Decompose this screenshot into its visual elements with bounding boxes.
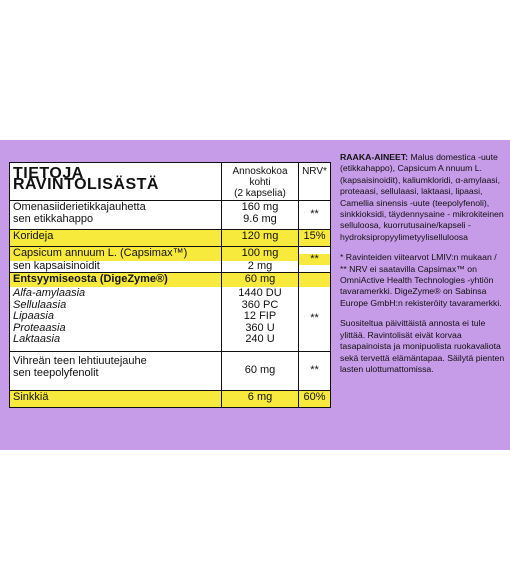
amount-column-header: Annoskokoa kohti (2 kapselia) bbox=[221, 163, 298, 200]
nrv-column-header: NRV* bbox=[298, 163, 330, 200]
nutrition-facts-table bbox=[9, 162, 331, 408]
product-info-text bbox=[340, 152, 505, 384]
table-row: Entsyymiseosta (DigeZyme®) 60 mg bbox=[10, 272, 330, 287]
warning-paragraph: Suositeltua päivittäistä annosta ei tule ylittää. Ravintolisät eivät korvaa tasapainoista ja monipuolista ruokavaliota sekä tervettä elämäntapaa. Säilytä pienten lasten ulottumattomissa. bbox=[340, 318, 505, 374]
table-row: Korideja 120 mg 15% bbox=[10, 229, 330, 246]
table-row: Omenasiiderietikkajauhetta sen etikkahappo 160 mg 9.6 mg ** bbox=[10, 200, 330, 229]
footnotes-paragraph: * Ravinteiden viitearvot LMIV:n mukaan / ** NRV ei saatavilla Capsimax™ on OmniActive Health Technologies -yhtiön tavaramerkki. DigeZyme® on Sabinsa Europe GmbH:n rekisteröity tavaramerkki. bbox=[340, 252, 502, 308]
table-row: Capsicum annuum L. (Capsimax™) sen kapsaisinoidit 100 mg 2 mg ** bbox=[10, 246, 330, 272]
ingredients-label: RAAKA-AINEET: bbox=[340, 152, 409, 162]
ingredients-text: Malus domestica -uute (etikkahappo), Capsicum A nnuum L. (kapsaisinoidit), kaliumkloridi, α-amylaasi, proteaasi, sellulaasi, laktaasi, lipaasi, Camellia sinensis -uute (teepolyfenoli), sinkkioksidi, täydennysaine - mikrokiteinen selluloosa, kuorrutusaine/kapseli - hydroksipropyylimetyyliselluloosa bbox=[340, 152, 504, 242]
ingredients-paragraph bbox=[340, 152, 505, 243]
table-row: Alfa-amylaasia Sellulaasia Lipaasia Proteaasia Laktaasia 1440 DU 360 PC 12 FIP 360 U 240 U ** bbox=[10, 287, 330, 351]
table-row: Vihreän teen lehtiuutejauhe sen teepolyfenolit 60 mg ** bbox=[10, 351, 330, 390]
table-title: TIETOJA RAVINTOLISÄSTÄ bbox=[13, 164, 159, 193]
table-header-row bbox=[10, 163, 330, 200]
table-row: Sinkkiä 6 mg 60% bbox=[10, 390, 330, 407]
